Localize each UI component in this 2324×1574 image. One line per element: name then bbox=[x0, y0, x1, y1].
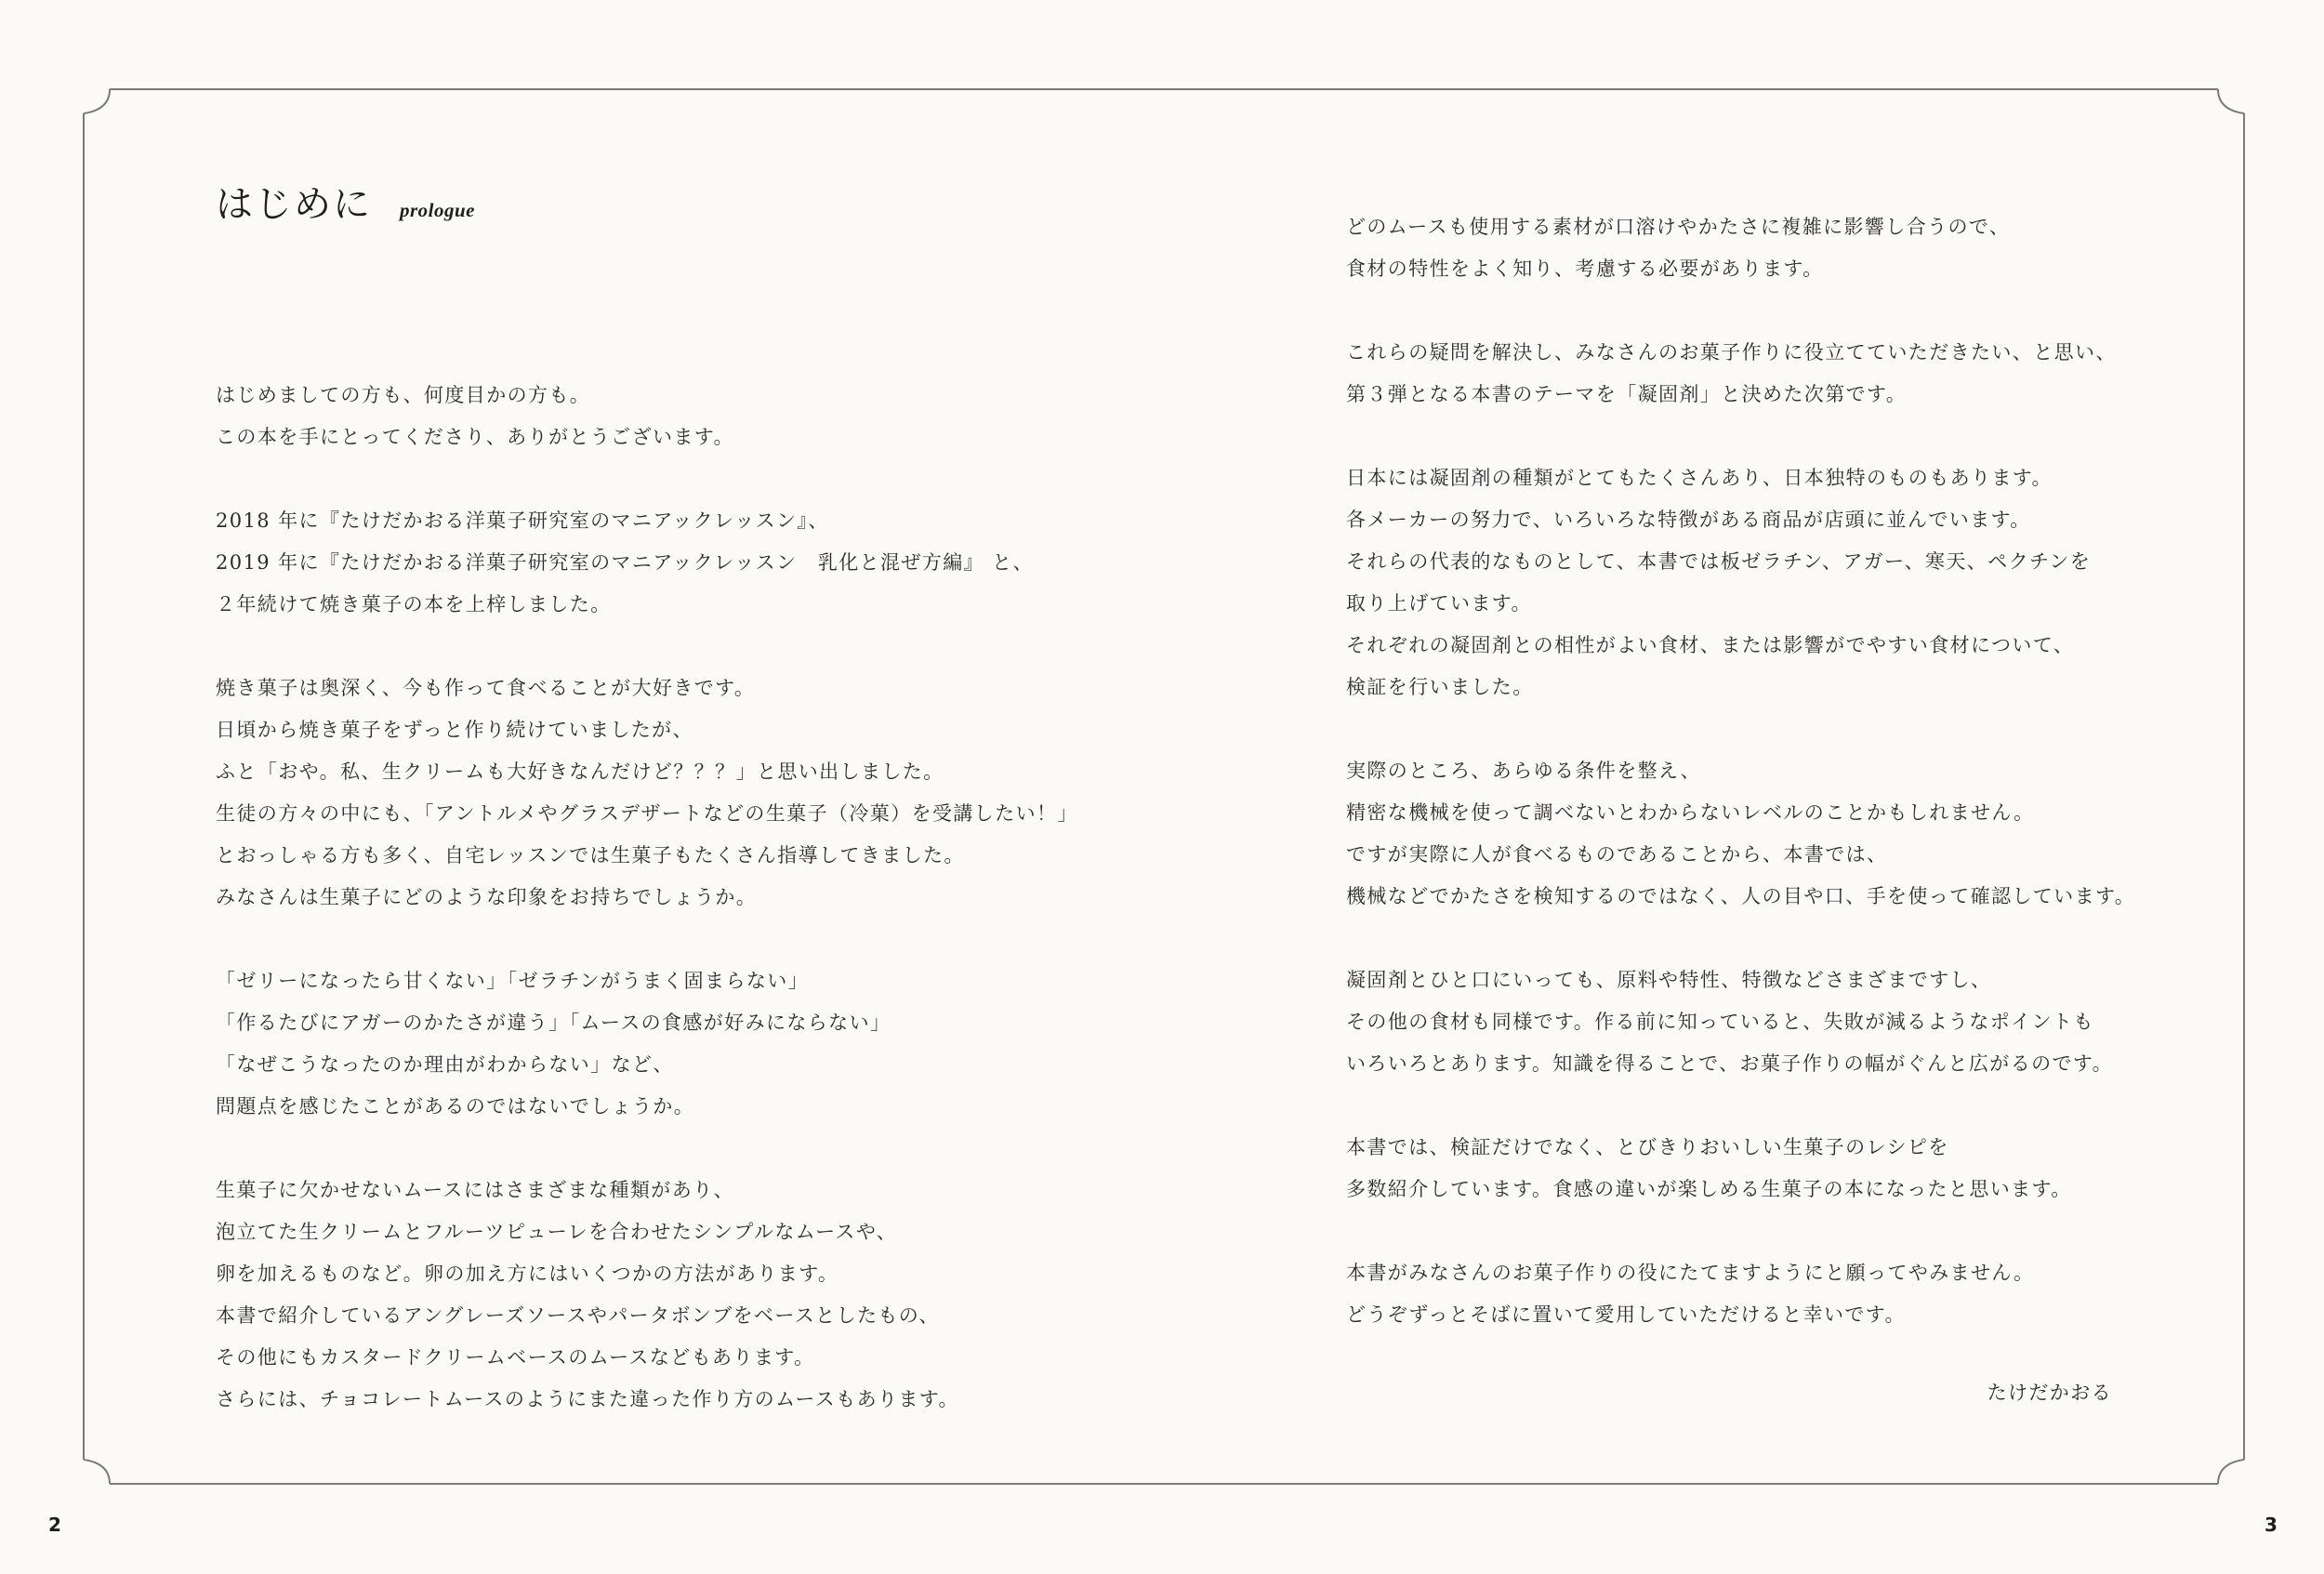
text-line: いろいろとあります。知識を得ることで、お菓子作りの幅がぐんと広がるのです。 bbox=[1346, 1052, 2114, 1075]
text-line: さらには、チョコレートムースのようにまた違った作り方のムースもあります。 bbox=[216, 1388, 959, 1410]
paragraph bbox=[1346, 1127, 2135, 1210]
text-line: その他にもカスタードクリームベースのムースなどもあります。 bbox=[216, 1346, 815, 1369]
paragraph bbox=[216, 1170, 1078, 1421]
text-line: 泡立てた生クリームとフルーツピューレを合わせたシンプルなムースや、 bbox=[216, 1221, 898, 1243]
text-line: ２年続けて焼き菓子の本を上梓しました。 bbox=[216, 593, 612, 615]
paragraph bbox=[216, 500, 1078, 626]
paragraph bbox=[1346, 959, 2135, 1085]
text-line: 食材の特性をよく知り、考慮する必要があります。 bbox=[1346, 258, 1824, 280]
text-line: 「なぜこうなったのか理由がわからない」など、 bbox=[216, 1053, 674, 1076]
page-number-left: 2 bbox=[48, 1514, 61, 1536]
paragraph bbox=[216, 668, 1078, 919]
text-line: それぞれの凝固剤との相性がよい食材、または影響がでやすい食材について、 bbox=[1346, 634, 2075, 656]
text-line: どうぞずっとそばに置いて愛用していただけると幸いです。 bbox=[1346, 1303, 1906, 1326]
text-line: 2019 年に『たけだかおる洋菓子研究室のマニアックレッスン 乳化と混ぜ方編』 と、 bbox=[216, 551, 1034, 574]
text-line: 日頃から焼き菓子をずっと作り続けていましたが、 bbox=[216, 719, 693, 741]
author-signature: たけだかおる bbox=[1987, 1382, 2112, 1404]
text-line: 精密な機械を使って調べないとわからないレベルのことかもしれません。 bbox=[1346, 801, 2035, 824]
text-line: みなさんは生菓子にどのような印象をお持ちでしょうか。 bbox=[216, 886, 758, 908]
text-line: 取り上げています。 bbox=[1346, 592, 1532, 615]
text-line: 「作るたびにアガーのかたさが違う」「ムースの食感が好みにならない」 bbox=[216, 1012, 891, 1034]
left-text-column bbox=[216, 375, 1078, 1462]
page-title bbox=[216, 175, 475, 228]
text-line: 実際のところ、あらゆる条件を整え、 bbox=[1346, 760, 1702, 782]
text-line: 卵を加えるものなど。卵の加え方にはいくつかの方法があります。 bbox=[216, 1263, 839, 1285]
text-line: 機械などでかたさを検知するのではなく、人の目や口、手を使って確認しています。 bbox=[1346, 885, 2136, 907]
text-line: どのムースも使用する素材が口溶けやかたさに複雑に影響し合うので、 bbox=[1346, 216, 2011, 238]
text-line: これらの疑問を解決し、みなさんのお菓子作りに役立てていただきたい、と思い、 bbox=[1346, 341, 2117, 364]
text-line: 本書がみなさんのお菓子作りの役にたてますようにと願ってやみません。 bbox=[1346, 1262, 2035, 1284]
text-line: 日本には凝固剤の種類がとてもたくさんあり、日本独特のものもあります。 bbox=[1346, 467, 2053, 489]
paragraph bbox=[1346, 750, 2135, 918]
paragraph bbox=[216, 375, 1078, 458]
text-line: この本を手にとってくださり、ありがとうございます。 bbox=[216, 426, 734, 448]
text-line: 各メーカーの努力で、いろいろな特徴がある商品が店頭に並んでいます。 bbox=[1346, 509, 2031, 531]
text-line: 本書で紹介しているアングレーズソースやパータボンブをベースとしたもの、 bbox=[216, 1304, 940, 1327]
text-line: 多数紹介しています。食感の違いが楽しめる生菓子の本になったと思います。 bbox=[1346, 1178, 2072, 1200]
text-line: 「ゼリーになったら甘くない」「ゼラチンがうまく固まらない」 bbox=[216, 970, 810, 992]
text-line: それらの代表的なものとして、本書では板ゼラチン、アガー、寒天、ペクチンを bbox=[1346, 550, 2092, 573]
text-line: その他の食材も同様です。作る前に知っていると、失敗が減るようなポイントも bbox=[1346, 1011, 2094, 1033]
paragraph bbox=[1346, 206, 2135, 290]
title-subtitle: prologue bbox=[400, 199, 476, 221]
paragraph bbox=[1346, 1252, 2135, 1336]
text-line: 生菓子に欠かせないムースにはさまざまな種類があり、 bbox=[216, 1179, 734, 1201]
text-line: 第３弾となる本書のテーマを「凝固剤」と決めた次第です。 bbox=[1346, 383, 1908, 405]
paragraph bbox=[216, 960, 1078, 1128]
text-line: 生徒の方々の中にも、「アントルメやグラスデザートなどの生菓子（冷菓）を受講したい！」 bbox=[216, 802, 1078, 825]
page-number-right: 3 bbox=[2265, 1514, 2278, 1536]
paragraph bbox=[1346, 332, 2135, 416]
text-line: 焼き菓子は奥深く、今も作って食べることが大好きです。 bbox=[216, 677, 756, 699]
text-line: 本書では、検証だけでなく、とびきりおいしい生菓子のレシピを bbox=[1346, 1136, 1949, 1158]
text-line: はじめましての方も、何度目かの方も。 bbox=[216, 384, 591, 406]
paragraph bbox=[1346, 457, 2135, 708]
text-line: ふと「おや。私、生クリームも大好きなんだけど？？？」と思い出しました。 bbox=[216, 761, 944, 783]
right-text-column bbox=[1346, 206, 2135, 1378]
text-line: 凝固剤とひと口にいっても、原料や特性、特徴などさまざまですし、 bbox=[1346, 969, 1992, 991]
text-line: とおっしゃる方も多く、自宅レッスンでは生菓子もたくさん指導してきました。 bbox=[216, 844, 965, 866]
text-line: 2018 年に『たけだかおる洋菓子研究室のマニアックレッスン』、 bbox=[216, 509, 829, 532]
title-text: はじめに bbox=[216, 183, 372, 226]
text-line: ですが実際に人が食べるものであることから、本書では、 bbox=[1346, 843, 1888, 866]
text-line: 問題点を感じたことがあるのではないでしょうか。 bbox=[216, 1095, 695, 1118]
text-line: 検証を行いました。 bbox=[1346, 676, 1534, 698]
